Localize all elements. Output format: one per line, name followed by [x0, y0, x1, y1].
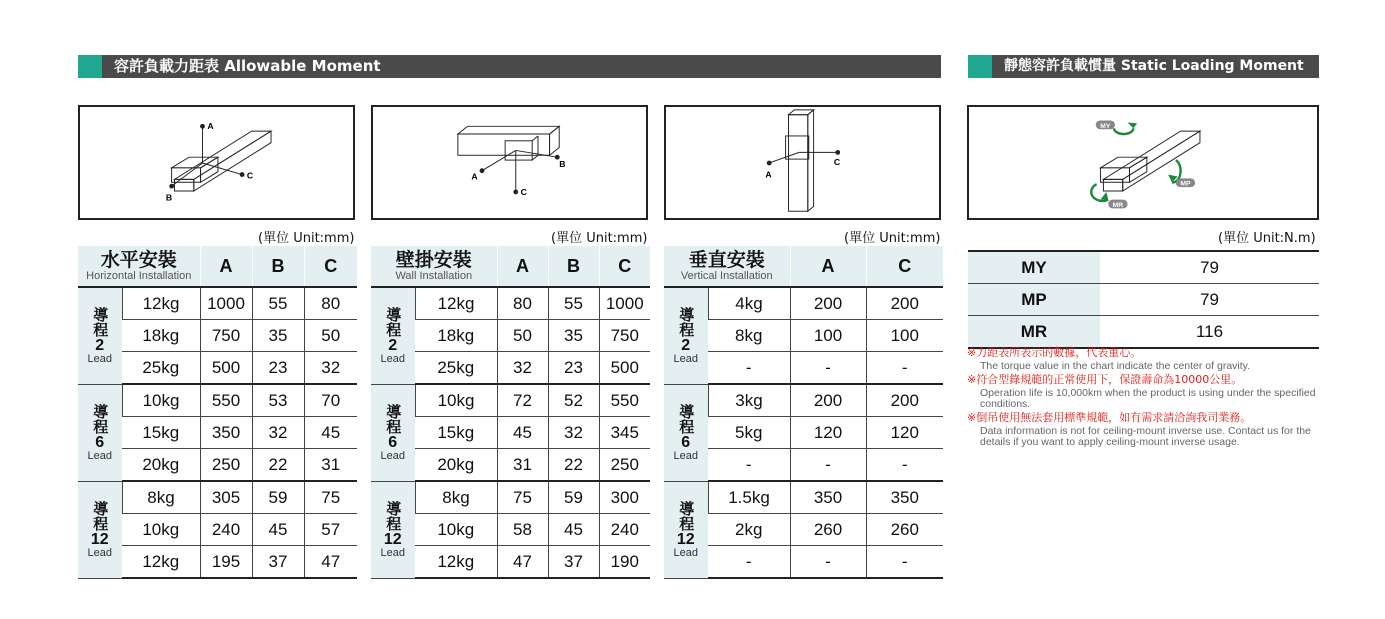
moment-cell: 190 [599, 546, 650, 579]
moment-cell: - [866, 449, 943, 482]
column-header: C [304, 246, 357, 287]
moment-cell: 350 [866, 481, 943, 514]
table-row [664, 481, 943, 514]
moment-value: 79 [1100, 251, 1319, 284]
column-header: A [790, 246, 866, 287]
load-cell: 12kg [415, 287, 497, 320]
moment-cell: 75 [304, 481, 357, 514]
moment-cell: 50 [304, 320, 357, 352]
load-cell: 15kg [122, 417, 200, 449]
note-cjk: ※符合型錄規範的正常使用下，保證壽命為10000公里。 [967, 373, 1243, 386]
lead-word: Lead [380, 352, 405, 365]
label-b: B [559, 158, 566, 169]
moment-cell: 58 [497, 514, 548, 546]
moment-cell: - [790, 352, 866, 385]
moment-cell: 23 [548, 352, 599, 385]
load-cell: 25kg [415, 352, 497, 385]
moment-cell: 80 [497, 287, 548, 320]
moment-cell: 550 [200, 384, 252, 417]
lead-word: Lead [380, 449, 405, 462]
moment-cell: 500 [200, 352, 252, 385]
moment-cell: 100 [866, 320, 943, 352]
moment-cell: 200 [790, 287, 866, 320]
load-cell: - [708, 352, 790, 385]
moment-cell: 52 [548, 384, 599, 417]
label-c: C [246, 170, 254, 181]
moment-cell: 550 [599, 384, 650, 417]
moment-cell: 300 [599, 481, 650, 514]
moment-value: 116 [1100, 316, 1319, 349]
load-cell: 20kg [122, 449, 200, 482]
static-moment-diagram [967, 105, 1319, 220]
lead-value: 6 [95, 433, 105, 451]
lead-word: Lead [87, 352, 112, 365]
column-header: A [497, 246, 548, 287]
moment-cell: 59 [252, 481, 304, 514]
lead-value: 12 [90, 530, 109, 548]
lead-value: 2 [681, 336, 691, 354]
unit-label: (單位 Unit:mm) [844, 231, 941, 246]
lead-value: 12 [383, 530, 402, 548]
moment-cell: 22 [548, 449, 599, 482]
load-cell: 12kg [415, 546, 497, 579]
install-type-title: 垂直安裝 [688, 249, 765, 271]
accent-block [968, 55, 992, 78]
install-type-subtitle: Horizontal Installation [86, 270, 192, 282]
lead-word: Lead [673, 352, 698, 365]
lead-word: Lead [673, 546, 698, 559]
moment-cell: 1000 [200, 287, 252, 320]
static-moment-table [968, 250, 1319, 349]
wall-installation-diagram [371, 105, 648, 220]
moment-cell: 250 [599, 449, 650, 482]
label-my: MY [1100, 122, 1111, 130]
moment-cell: 100 [790, 320, 866, 352]
load-cell: 25kg [122, 352, 200, 385]
unit-label: (單位 Unit:mm) [258, 231, 355, 246]
moment-cell: 240 [200, 514, 252, 546]
moment-cell: 45 [304, 417, 357, 449]
wall-rail-drawing [373, 107, 646, 218]
moment-cell: 1000 [599, 287, 650, 320]
load-cell: 10kg [122, 384, 200, 417]
section-title: 靜態容許負載慣量 Static Loading Moment [1004, 58, 1304, 74]
moment-cell: 350 [790, 481, 866, 514]
moment-row-mr [968, 316, 1319, 349]
moment-cell: 57 [304, 514, 357, 546]
lead-word: Lead [87, 546, 112, 559]
moment-cell: 240 [599, 514, 650, 546]
moment-cell: 53 [252, 384, 304, 417]
horizontal-moment-table [78, 246, 357, 579]
moment-cell: 45 [497, 417, 548, 449]
moment-cell: 32 [497, 352, 548, 385]
column-header: A [200, 246, 252, 287]
moment-cell: 35 [548, 320, 599, 352]
load-cell: 10kg [415, 384, 497, 417]
moment-cell: 120 [790, 417, 866, 449]
moment-cell: 32 [252, 417, 304, 449]
label-c: C [520, 186, 527, 197]
label-a: A [765, 169, 772, 180]
lead-value: 2 [388, 336, 398, 354]
lead-value: 2 [95, 336, 105, 354]
load-cell: 10kg [122, 514, 200, 546]
label-a: A [471, 171, 478, 182]
moment-cell: 45 [548, 514, 599, 546]
table-row [78, 481, 357, 514]
moment-cell: 59 [548, 481, 599, 514]
moment-row-mp [968, 284, 1319, 316]
load-cell: 4kg [708, 287, 790, 320]
install-type-title: 水平安裝 [100, 249, 177, 271]
vertical-installation-diagram [664, 105, 941, 220]
moment-cell: 260 [790, 514, 866, 546]
horizontal-installation-diagram [78, 105, 355, 220]
install-type-title: 壁掛安裝 [395, 249, 472, 271]
vertical-moment-table [664, 246, 943, 579]
moment-cell: 37 [252, 546, 304, 579]
lead-cell [78, 287, 122, 384]
moment-cell: 32 [548, 417, 599, 449]
table-row [664, 287, 943, 320]
moment-cell: 72 [497, 384, 548, 417]
note-en: Data information is not for ceiling-mount inverse use. Contact us for the details if you want to apply ceiling-mount inverse usage. [980, 425, 1311, 448]
moment-cell: 50 [497, 320, 548, 352]
moment-cell: 750 [200, 320, 252, 352]
table-row [78, 384, 357, 417]
moment-cell: 31 [497, 449, 548, 482]
unit-label: (單位 Unit:N.m) [1218, 231, 1316, 246]
load-cell: 8kg [415, 481, 497, 514]
moment-cell: 195 [200, 546, 252, 579]
moment-cell: 80 [304, 287, 357, 320]
load-cell: 3kg [708, 384, 790, 417]
lead-word: Lead [673, 449, 698, 462]
label-mp: MP [1180, 180, 1191, 188]
lead-cell [371, 287, 415, 384]
lead-cell [78, 384, 122, 481]
horizontal-rail-drawing [80, 107, 353, 218]
table-row [371, 481, 650, 514]
moment-cell: - [866, 352, 943, 385]
load-cell: 8kg [122, 481, 200, 514]
load-cell: 8kg [708, 320, 790, 352]
lead-value: 12 [676, 530, 695, 548]
lead-cell [664, 287, 708, 384]
table-row [664, 384, 943, 417]
lead-word: Lead [380, 546, 405, 559]
moment-cell: 200 [866, 287, 943, 320]
moment-cell: 75 [497, 481, 548, 514]
moment-cell: 32 [304, 352, 357, 385]
note-en: Operation life is 10,000km when the product is using under the specified conditions. [980, 387, 1316, 410]
column-header: C [599, 246, 650, 287]
lead-cell [664, 384, 708, 481]
lead-cjk: 導程 [677, 500, 696, 531]
load-cell: 12kg [122, 287, 200, 320]
install-type-subtitle: Wall Installation [395, 270, 473, 282]
moment-cell: 305 [200, 481, 252, 514]
label-mr: MR [1112, 201, 1124, 209]
table-row [78, 287, 357, 320]
moment-cell: 260 [866, 514, 943, 546]
moment-cell: 200 [790, 384, 866, 417]
lead-value: 6 [388, 433, 398, 451]
load-cell: 1.5kg [708, 481, 790, 514]
unit-label: (單位 Unit:mm) [551, 231, 648, 246]
load-cell: 15kg [415, 417, 497, 449]
load-cell: 20kg [415, 449, 497, 482]
moment-value: 79 [1100, 284, 1319, 316]
table-row [371, 384, 650, 417]
moment-cell: 70 [304, 384, 357, 417]
moment-label: MR [968, 316, 1100, 349]
load-cell: 18kg [122, 320, 200, 352]
moment-cell: 500 [599, 352, 650, 385]
moment-cell: 345 [599, 417, 650, 449]
note-cjk: ※力距表所表示的數據，代表重心。 [967, 346, 1142, 359]
load-cell: 5kg [708, 417, 790, 449]
lead-cell [664, 481, 708, 578]
moment-cell: 750 [599, 320, 650, 352]
lead-cell [371, 481, 415, 578]
moment-cell: 47 [497, 546, 548, 579]
lead-cjk: 導程 [91, 500, 110, 531]
allowable-moment-header [78, 55, 941, 78]
load-cell: 2kg [708, 514, 790, 546]
load-cell: 18kg [415, 320, 497, 352]
lead-value: 6 [681, 433, 691, 451]
section-title: 容許負載力距表 Allowable Moment [114, 57, 381, 75]
lead-cjk: 導程 [91, 403, 110, 434]
moment-cell: 350 [200, 417, 252, 449]
column-header: B [548, 246, 599, 287]
moment-label: MP [968, 284, 1100, 316]
moment-cell: 23 [252, 352, 304, 385]
moment-cell: 200 [866, 384, 943, 417]
moment-cell: 120 [866, 417, 943, 449]
moment-cell: 47 [304, 546, 357, 579]
lead-cjk: 導程 [91, 306, 110, 337]
static-moment-drawing [969, 107, 1317, 218]
moment-row-my [968, 251, 1319, 284]
label-c: C [833, 156, 841, 167]
install-type-header [371, 246, 497, 287]
lead-cjk: 導程 [384, 306, 403, 337]
moment-cell: 22 [252, 449, 304, 482]
moment-cell: 45 [252, 514, 304, 546]
install-type-header [78, 246, 200, 287]
lead-cell [78, 481, 122, 578]
load-cell: - [708, 546, 790, 579]
lead-cjk: 導程 [677, 403, 696, 434]
moment-cell: 55 [548, 287, 599, 320]
lead-cjk: 導程 [384, 403, 403, 434]
column-header: B [252, 246, 304, 287]
load-cell: 12kg [122, 546, 200, 579]
static-moment-header [968, 55, 1319, 78]
accent-block [78, 55, 102, 78]
moment-cell: 35 [252, 320, 304, 352]
load-cell: 10kg [415, 514, 497, 546]
notes-block [967, 345, 1322, 450]
install-type-subtitle: Vertical Installation [680, 270, 773, 282]
moment-cell: 250 [200, 449, 252, 482]
moment-cell: - [790, 449, 866, 482]
moment-cell: - [866, 546, 943, 579]
moment-label: MY [968, 251, 1100, 284]
table-row [371, 287, 650, 320]
load-cell: - [708, 449, 790, 482]
lead-word: Lead [87, 449, 112, 462]
moment-cell: 55 [252, 287, 304, 320]
note-en: The torque value in the chart indicate the center of gravity. [980, 360, 1251, 372]
column-header: C [866, 246, 943, 287]
vertical-rail-drawing [666, 107, 939, 218]
note-cjk: ※倒吊使用無法套用標準規範，如有需求請洽詢我司業務。 [967, 411, 1252, 424]
wall-moment-table [371, 246, 650, 579]
moment-cell: 31 [304, 449, 357, 482]
moment-cell: - [790, 546, 866, 579]
label-a: A [207, 121, 214, 132]
lead-cjk: 導程 [677, 306, 696, 337]
label-b: B [165, 192, 173, 203]
moment-cell: 37 [548, 546, 599, 579]
install-type-header [664, 246, 790, 287]
lead-cjk: 導程 [384, 500, 403, 531]
lead-cell [371, 384, 415, 481]
